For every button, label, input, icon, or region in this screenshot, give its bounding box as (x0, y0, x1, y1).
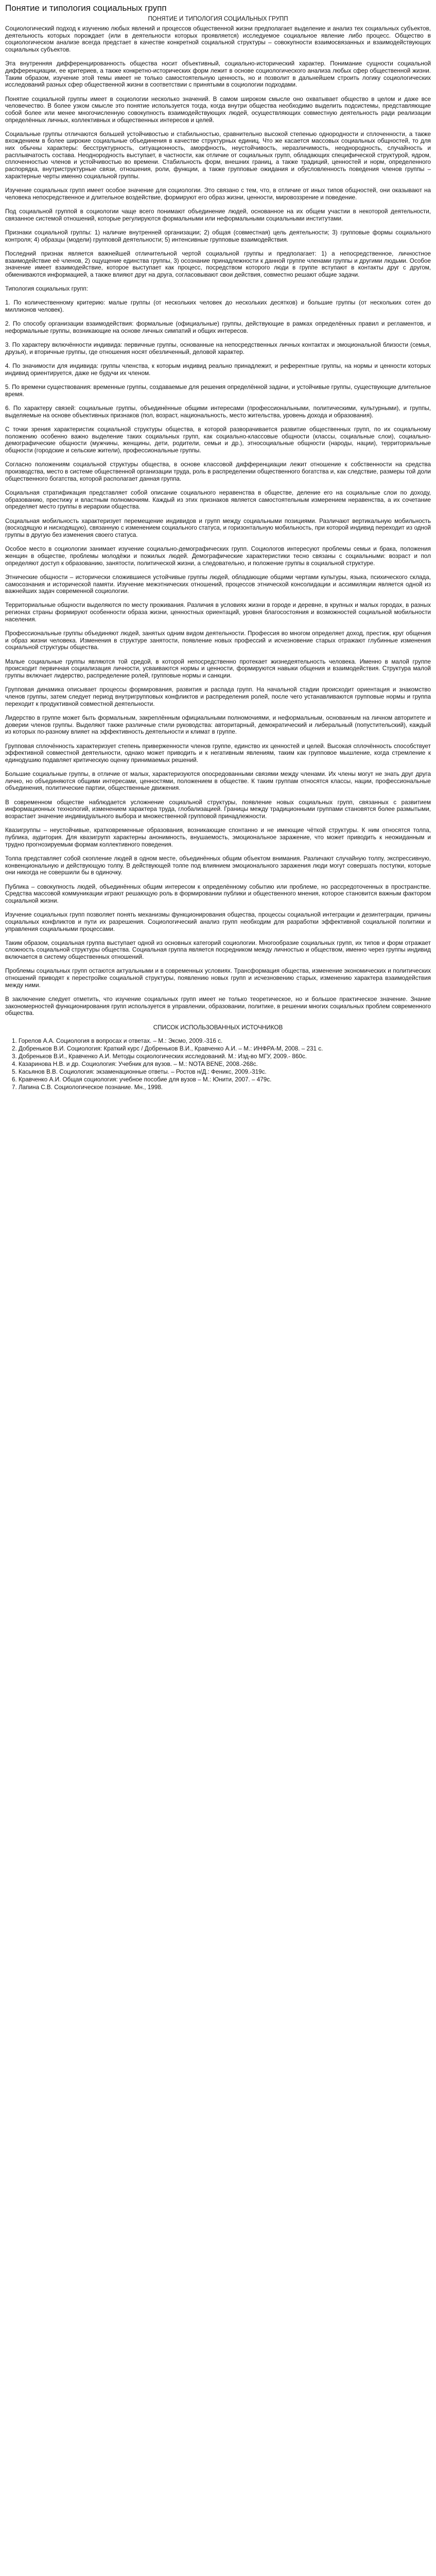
paragraph: Типология социальных групп: (5, 285, 88, 293)
reference-item: 6. Кравченко А.И. Общая социология: учебное пособие для вузов – М.: Юнити, 2007. – 479с. (19, 1076, 431, 1083)
paragraph: Групповая сплочённость характеризует степень приверженности членов группе, единство их ценностей и целей. Высокая сплочённость способствует эффективной совместной деятельности, однако может приводить и к негативным явлениям, таким как групповое мышление, когда стремление к единодушию подавляет критическую оценку принимаемых решений. (5, 742, 431, 764)
reference-item: 2. Добреньков В.И. Социология: Краткий курс / Добреньков В.И., Кравченко А.И. – М.: ИНФРА-М, 2008. – 231 с. (19, 1045, 431, 1053)
paragraph: Территориальные общности выделяются по месту проживания. Различия в условиях жизни в городе и деревне, в крупных и малых городах, в разных регионах страны формируют особенности образа жизни, ценностных ориентаций, уровня благосостояния и возможностей социальной мобильности населения. (5, 602, 431, 623)
paragraph: Согласно положениям социальной структуры общества, в основе классовой дифференциации лежит отношение к собственности на средства производства, место в системе общественной организации труда, роль в распределении общественного богатства и, как следствие, размеры той доли общественного богатства, которой располагает данная группа. (5, 461, 431, 482)
paragraph: Профессиональные группы объединяют людей, занятых одним видом деятельности. Профессия во многом определяет доход, престиж, круг общения и образ жизни человека. Изменения в структуре занятости, появление новых профессий и исчезновение старых отражают глубинные изменения социальной структуры общества. (5, 630, 431, 651)
document-body (5, 25, 431, 1017)
paragraph: 5. По времени существования: временные группы, создаваемые для решения определённой задачи, и устойчивые группы, существующие длительное время. (5, 384, 431, 398)
paragraph: Изучение социальных групп позволяет понять механизмы функционирования общества, процессы социальной интеграции и дезинтеграции, причины социальных конфликтов и пути их разрешения. Социологический анализ групп необходим для разработки эффективной социальной политики и управления социальными процессами. (5, 911, 431, 933)
paragraph: 6. По характеру связей: социальные группы, объединённые общими интересами (профессиональными, политическими, культурными), и группы, выделяемые на основе объективных признаков (пол, возраст, национальность, место жительства, уровень дохода и образования). (5, 405, 431, 419)
paragraph: Лидерство в группе может быть формальным, закреплённым официальными полномочиями, и неформальным, основанным на личном авторитете и доверии членов группы. Выделяют также различные стили руководства: авторитарный, демократический и либеральный (попустительский), каждый из которых по-разному влияет на эффективность деятельности и климат в группе. (5, 714, 431, 736)
paragraph: Проблемы социальных групп остаются актуальными и в современных условиях. Трансформация общества, изменение экономических и политических отношений приводят к перестройке социальной структуры, появлению новых групп и исчезновению старых, изменению характера взаимодействия между ними. (5, 968, 431, 989)
paragraph: Таким образом, социальная группа выступает одной из основных категорий социологии. Многообразие социальных групп, их типов и форм отражает сложность социальной структуры общества. Социальная группа является посредником между личностью и обществом, именно через группы индивид включается в систему общественных отношений. (5, 939, 431, 961)
reference-item: 7. Лапина С.В. Социологическое познание. Мн., 1998. (19, 1084, 431, 1091)
paragraph: Признаки социальной группы: 1) наличие внутренней организации; 2) общая (совместная) цель деятельности; 3) групповые формы социального контроля; 4) образцы (модели) групповой деятельности; 5) интенсивные групповые взаимодействия. (5, 229, 431, 243)
paragraph: Понятие социальной группы имеет в социологии несколько значений. В самом широком смысле оно охватывает общество в целом и даже все человечество. В более узком смысле это понятие используется тогда, когда внутри общества необходимо выделить подсистемы, представляющие собой более или менее многочисленную совокупность взаимодействующих людей, осуществляющих совместную деятельность ради реализации определённых личных, коллективных и общественных интересов и целей. (5, 95, 431, 124)
paragraph: Эта внутренняя дифференцированность общества носит объективный, социально-исторический характер. Понимание сущности социальной дифференциации, ее критериев, а также конкретно-исторических форм лежит в основе социологического анализа любых сфер общественной жизни. Таким образом, изучение этой темы имеет не только самостоятельную ценность, но и позволит в дальнейшем строить логику социологических исследований разных сфер общественной жизни в соответствии с принятыми в социологии подходами. (5, 60, 431, 89)
paragraph: Публика – совокупность людей, объединённых общим интересом к определённому событию или проблеме, но рассредоточенных в пространстве. Средства массовой коммуникации играют решающую роль в формировании публики и общественного мнения, которое становится важным фактором социальной жизни. (5, 883, 431, 904)
paragraph: 1. По количественному критерию: малые группы (от нескольких человек до нескольких десятков) и большие группы (от нескольких сотен до миллионов человек). (5, 299, 431, 314)
references-title: СПИСОК ИСПОЛЬЗОВАННЫХ ИСТОЧНИКОВ (153, 1024, 283, 1031)
paragraph: Социальные группы отличаются большей устойчивостью и стабильностью, сравнительно высокой степенью однородности и сплоченности, а также вхождением в более широкие социальные объединения в качестве структурных единиц. Что же касается массовых социальных общностей, то для них обычны характеры: бесструктурность, ситуационность, аморфность, неустойчивость, неразличимость, неоднородность, случайность и расплывчатость состава. Неоднородность выступает, в частности, как отличие от социальных групп, обладающих специфической структурой, ядром, сплоченностью членов и устойчивостью во времени. Стабильность форм, внешних границ, а также традиций, ценностей и норм, определенного распорядка, внутриструктурные связи, отношения, роли, функции, а также групповые ожидания и обусловленность поведения членов группы – характерные черты именно социальной группы. (5, 130, 431, 180)
reference-item: 3. Добреньков В.И., Кравченко А.И. Методы социологических исследований. М.: Изд-во МГУ, 2009.- 860с. (19, 1053, 431, 1060)
paragraph: Изучение социальных групп имеет особое значение для социологии. Это связано с тем, что, в отличие от иных типов общностей, они оказывают на человека непосредственное и длительное воздействие, формируют его образ жизни, ценности, мировоззрение и поведение. (5, 187, 431, 201)
paragraph: 3. По характеру включённости индивида: первичные группы, основанные на непосредственных личных контактах и эмоциональной близости (семья, друзья), и вторичные группы, где отношения носят обезличенный, деловой характер. (5, 342, 431, 356)
paragraph: Групповая динамика описывает процессы формирования, развития и распада групп. На начальной стадии происходит ориентация и знакомство членов группы, затем следует период внутригрупповых конфликтов и распределения ролей, после чего устанавливаются групповые нормы и группа переходит к продуктивной совместной деятельности. (5, 686, 431, 707)
references-list (5, 1038, 431, 1091)
page (0, 0, 436, 1102)
paragraph: В современном обществе наблюдается усложнение социальной структуры, появление новых социальных групп, связанных с развитием информационных технологий, изменением характера труда, глобализацией. Границы между традиционными группами становятся более размытыми, возрастает значение индивидуального выбора и множественной групповой принадлежности. (5, 799, 431, 820)
paragraph: Особое место в социологии занимает изучение социально-демографических групп. Социологов интересуют проблемы семьи и брака, положения женщин в обществе, проблемы молодёжи и пожилых людей. Демографические характеристики тесно связаны с социальными: возраст и пол определяют доступ к образованию, занятости, политической жизни, а следовательно, и положение группы в социальной структуре. (5, 546, 431, 567)
paragraph: Малые социальные группы являются той средой, в которой непосредственно протекает жизнедеятельность человека. Именно в малой группе происходит первичная социализация личности, усваиваются нормы и ценности, формируются навыки общения и взаимодействия. Структура малой группы включает лидерство, распределение ролей, групповые нормы и санкции. (5, 658, 431, 680)
reference-item: 5. Касьянов В.В. Социология: экзаменационные ответы. – Ростов н/Д.: Феникс, 2009.-319с. (19, 1069, 431, 1076)
reference-item: 4. Казаринова Н.В. и др. Социология: Учебник для вузов. – М.: NOTA BENE, 2008.-268с. (19, 1061, 431, 1068)
paragraph: 4. По значимости для индивида: группы членства, к которым индивид реально принадлежит, и референтные группы, на нормы и ценности которых индивид ориентируется, даже не будучи их членом. (5, 363, 431, 377)
page-title: Понятие и типология социальных групп (5, 3, 167, 13)
paragraph: Под социальной группой в социологии чаще всего понимают объединение людей, основанное на их общем участии в некоторой деятельности, связанное системой отношений, которые регулируются формальными или неформальными социальными институтами. (5, 208, 431, 222)
paragraph: Квазигруппы – неустойчивые, кратковременные образования, возникающие спонтанно и не имеющие чёткой структуры. К ним относятся толпа, публика, аудитория. Для квазигрупп характерны анонимность, внушаемость, эмоциональное заражение, что может приводить к неожиданным и трудно прогнозируемым формам коллективного поведения. (5, 827, 431, 848)
paragraph: Большие социальные группы, в отличие от малых, характеризуются опосредованными связями между членами. Их члены могут не знать друг друга лично, но объединяются общими интересами, ценностями, положением в обществе. К таким группам относятся классы, нации, профессиональные объединения, политические партии, общественные движения. (5, 771, 431, 792)
paragraph: Последний признак является важнейшей отличительной чертой социальной группы и предполагает: 1) а непосредственное, личностное взаимодействие её членов, 2) ощущение единства группы, 3) осознание принадлежности к данной группе членами группы и другими людьми. Особое значение имеет взаимодействие, которое выступает как процесс, посредством которого люди в группе вступают в контакты друг с другом, обмениваются информацией, а также влияют друг на друга, согласовывают свои действия, совместно решают общие задачи. (5, 250, 431, 278)
paragraph: Социологический подход к изучению любых явлений и процессов общественной жизни предполагает выделение и анализ тех социальных субъектов, деятельность которых порождает (или в деятельности которых проявляется) исследуемое социальное явление либо процесс. Общество в социологическом анализе всегда предстает в качестве конкретной социальной структуры – совокупности взаимосвязанных и взаимодействующих социальных субъектов. (5, 25, 431, 53)
paragraph: В заключение следует отметить, что изучение социальных групп имеет не только теоретическое, но и большое практическое значение. Знание закономерностей функционирования групп используется в управлении, образовании, политике, в решении многих социальных проблем современного общества. (5, 996, 431, 1017)
paragraph: Толпа представляет собой скопление людей в одном месте, объединённых общим объектом внимания. Различают случайную толпу, экспрессивную, конвенциональную и действующую толпу. В действующей толпе под влиянием эмоционального заражения люди могут совершать поступки, которые они никогда не совершили бы в одиночку. (5, 855, 431, 876)
paragraph: Социальная стратификация представляет собой описание социального неравенства в обществе, деление его на социальные слои по доходу, образованию, престижу и властным полномочиям. Каждый из этих признаков является самостоятельным измерением неравенства, а их сочетание определяет место группы в иерархии общества. (5, 489, 431, 511)
document-subtitle: ПОНЯТИЕ И ТИПОЛОГИЯ СОЦИАЛЬНЫХ ГРУПП (148, 15, 288, 22)
reference-item: 1. Горелов А.А. Социология в вопросах и ответах. – М.: Эксмо, 2009.-316 с. (19, 1038, 431, 1045)
paragraph: Социальная мобильность характеризует перемещение индивидов и групп между социальными позициями. Различают вертикальную мобильность (восходящую и нисходящую), связанную с изменением социального статуса, и горизонтальную мобильность, при которой индивид переходит из одной группы в другую без изменения своего статуса. (5, 517, 431, 538)
paragraph: С точки зрения характеристик социальной структуры общества, в которой разворачивается развитие общественных групп, по их социальному положению особенно важно выделение таких социальных групп, как социально-классовые общности (классы, социальные слои), социально-демографические общности (мужчины, женщины, дети, родители, семьи и др.), этносоциальные общности (народы, нации), территориальные общности (городские и сельские жители), профессиональные группы. (5, 426, 431, 454)
paragraph: Этнические общности – исторически сложившиеся устойчивые группы людей, обладающие общими чертами культуры, языка, психического склада, самосознания и исторической памяти. Изучение межэтнических отношений, процессов этнической консолидации и ассимиляции является одной из важнейших задач современной социологии. (5, 573, 431, 595)
paragraph: 2. По способу организации взаимодействия: формальные (официальные) группы, действующие в рамках определённых правил и регламентов, и неформальные группы, возникающие на основе личных симпатий и общих интересов. (5, 320, 431, 335)
